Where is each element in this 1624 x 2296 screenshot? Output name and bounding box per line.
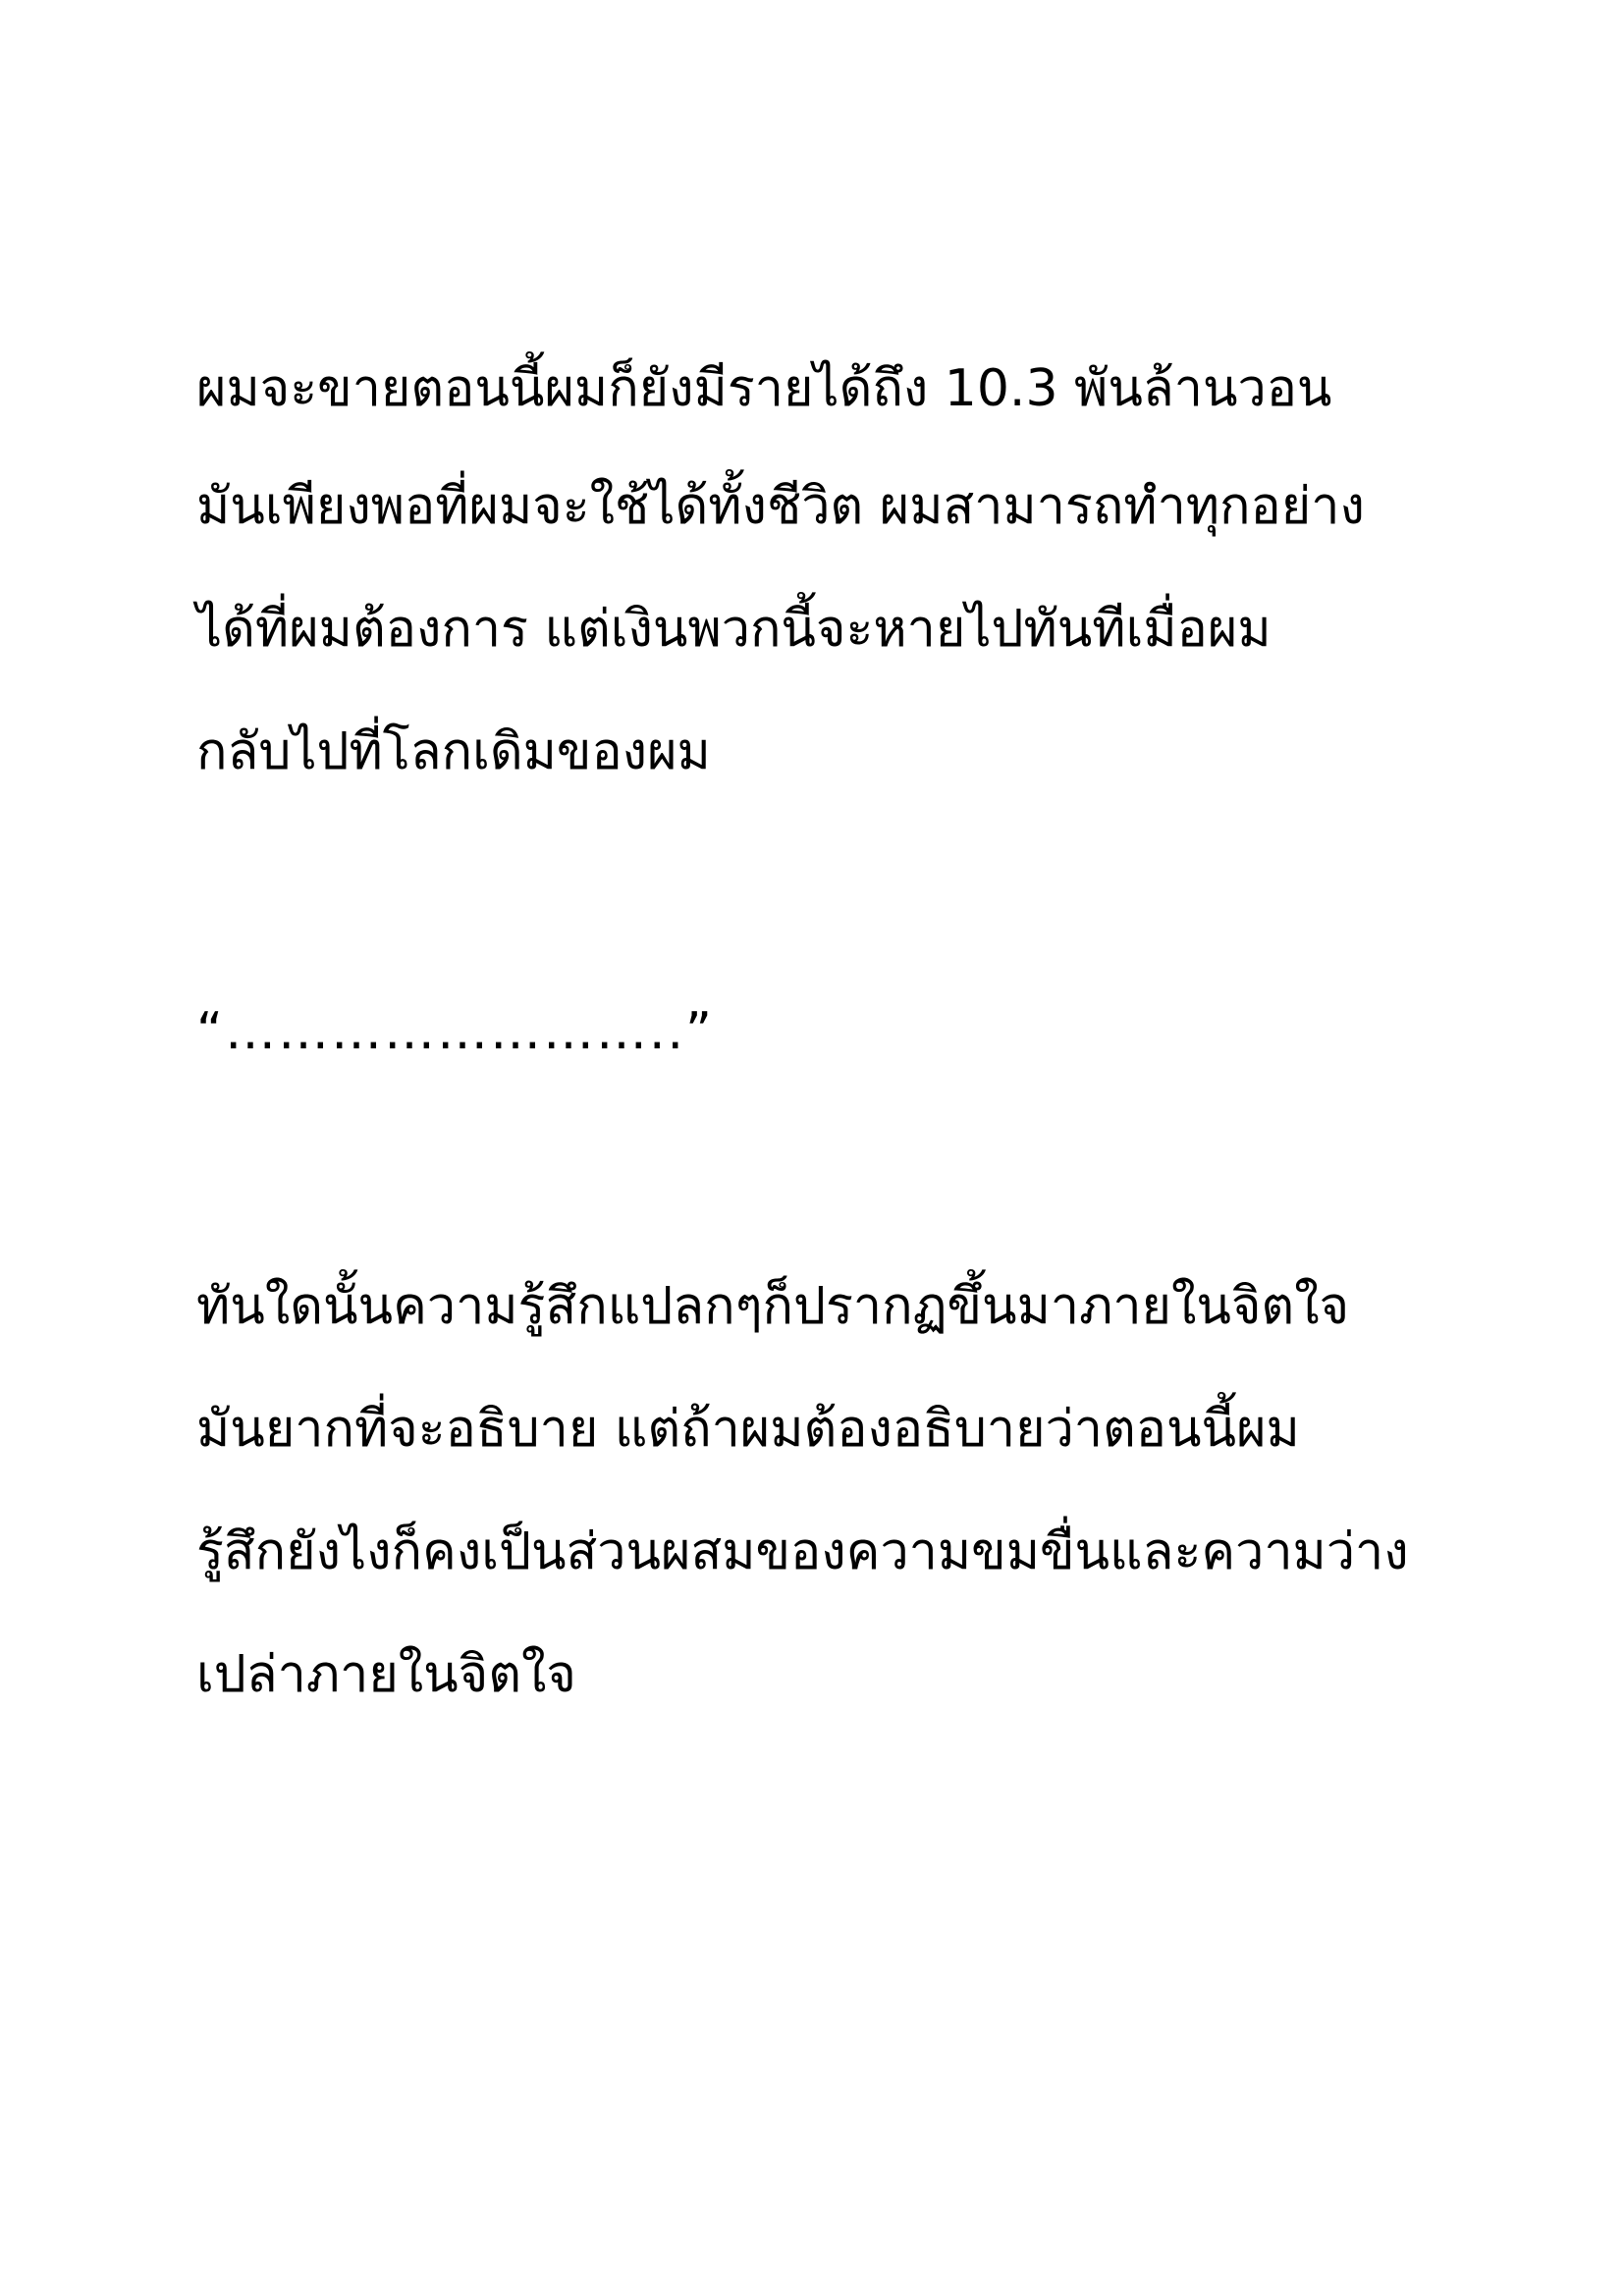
text-line: รู้สึกยังไงก็คงเป็นส่วนผสมของความขมขื่นและความว่าง	[196, 1522, 1409, 1581]
text-line: มันยากที่จะอธิบาย แต่ถ้าผมต้องอธิบายว่าตอนนี้ผม	[196, 1400, 1300, 1459]
text-line: ผมจะขายตอนนี้ผมก็ยังมีรายได้ถึง 10.3 พันล้านวอน	[196, 359, 1332, 418]
text-line: ได้ที่ผมต้องการ แต่เงินพวกนี้จะหายไปทันทีเมื่อผม	[196, 600, 1272, 659]
text-line: เปล่าภายในจิตใจ	[196, 1645, 576, 1704]
ellipsis-quote: “……………………..”	[196, 1002, 714, 1061]
text-line: ทันใดนั้นความรู้สึกแปลกๆก็ปรากฏขึ้นมาภายในจิตใจ	[196, 1277, 1350, 1336]
text-line: มันเพียงพอที่ผมจะใช้ได้ทั้งชีวิต ผมสามารถทำทุกอย่าง	[196, 477, 1365, 536]
text-line: กลับไปที่โลกเดิมของผม	[196, 722, 711, 781]
